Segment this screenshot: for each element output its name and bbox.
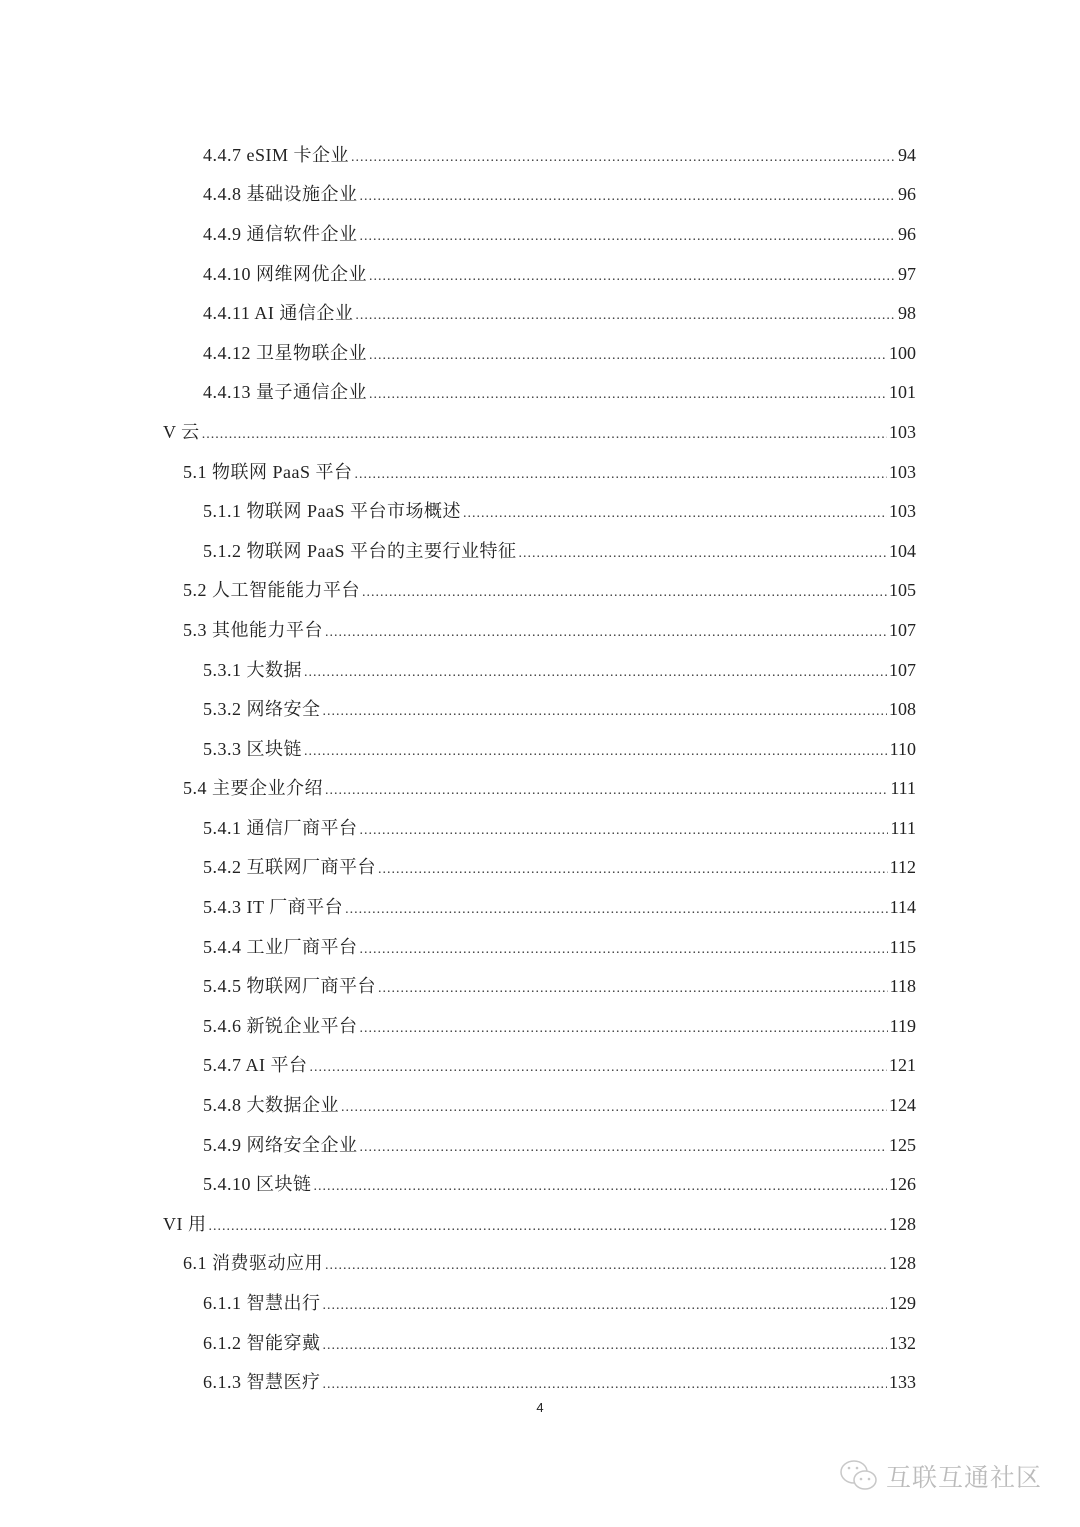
toc-entry-page: 97 [898, 263, 916, 284]
toc-entry-title: 6.1.2 智能穿戴 [203, 1332, 321, 1353]
dot-leader [360, 823, 889, 839]
watermark [838, 1458, 1042, 1494]
dot-leader [310, 1060, 888, 1076]
toc-entry-line [203, 853, 916, 879]
toc-entry-line [183, 616, 916, 642]
dot-leader [369, 269, 896, 285]
toc-entry[interactable] [0, 570, 1080, 610]
toc-entry-title: 5.3 其他能力平台 [183, 619, 323, 640]
dot-leader [463, 506, 887, 522]
toc-entry-title: V 云 [163, 421, 200, 442]
toc-entry-line [203, 893, 916, 919]
toc-entry-line [203, 141, 916, 167]
toc-entry[interactable] [0, 292, 1080, 332]
toc-entry-line [203, 260, 916, 286]
toc-entry-title: 6.1.1 智慧出行 [203, 1293, 321, 1314]
dot-leader [323, 1377, 888, 1393]
toc-entry-page: 107 [889, 619, 916, 640]
toc-entry-page: 96 [898, 223, 916, 244]
toc-entry-page: 124 [889, 1095, 916, 1116]
toc-entry-line [183, 576, 916, 602]
toc-entry-page: 115 [889, 936, 916, 957]
watermark-text: 互联互通社区 [886, 1463, 1043, 1492]
toc-entry-page: 100 [889, 342, 916, 363]
toc-entry-page: 101 [889, 382, 916, 403]
toc-entry-line [163, 418, 916, 444]
toc-entry-page: 110 [889, 738, 916, 759]
toc-entry[interactable] [0, 1361, 1080, 1401]
toc-entry-line [203, 695, 916, 721]
toc-entry-page: 121 [889, 1055, 916, 1076]
toc-entry[interactable] [0, 1282, 1080, 1322]
toc-entry[interactable] [0, 847, 1080, 887]
dot-leader [355, 308, 896, 324]
toc-entry[interactable] [0, 728, 1080, 768]
dot-leader [360, 942, 888, 958]
toc-entry-line [203, 299, 916, 325]
toc-entry-page: 94 [898, 144, 916, 165]
toc-entry-line [203, 220, 916, 246]
toc-entry-page: 103 [889, 461, 916, 482]
toc-entry[interactable] [0, 1243, 1080, 1283]
dot-leader [325, 625, 887, 641]
toc-entry-page: 111 [890, 778, 916, 799]
toc-entry-page: 103 [889, 501, 916, 522]
toc-entry-title: 5.4.10 区块链 [203, 1174, 312, 1195]
toc-entry-line [203, 656, 916, 682]
toc-entry-page: 128 [889, 1213, 916, 1234]
toc-entry-page: 132 [889, 1332, 916, 1353]
toc-entry-title: 5.4.6 新锐企业平台 [203, 1015, 358, 1036]
dot-leader [360, 1021, 888, 1037]
toc-entry-line [203, 378, 916, 404]
toc-entry[interactable] [0, 332, 1080, 372]
toc-entry[interactable] [0, 1005, 1080, 1045]
toc-entry-page: 98 [898, 303, 916, 324]
toc-entry[interactable] [0, 807, 1080, 847]
toc-entry-page: 126 [889, 1174, 916, 1195]
toc-entry-title: 5.1 物联网 PaaS 平台 [183, 461, 353, 482]
toc-entry-line [203, 1131, 916, 1157]
toc-entry-title: 5.4 主要企业介绍 [183, 778, 323, 799]
toc-entry-page: 107 [889, 659, 916, 680]
toc-entry-line [203, 497, 916, 523]
toc-entry[interactable] [0, 451, 1080, 491]
dot-leader [341, 1100, 887, 1116]
dot-leader [323, 704, 888, 720]
toc-entry[interactable] [0, 609, 1080, 649]
dot-leader [209, 1219, 888, 1235]
toc-entry-title: 5.4.3 IT 厂商平台 [203, 897, 344, 918]
toc-entry-page: 103 [889, 421, 916, 442]
toc-entry-page: 133 [889, 1372, 916, 1393]
toc-entry-line [203, 735, 916, 761]
toc-entry-line [203, 1289, 916, 1315]
toc-entry-page: 96 [898, 184, 916, 205]
toc-entry-title: 5.4.2 互联网厂商平台 [203, 857, 376, 878]
toc-entry-line [203, 1170, 916, 1196]
toc-entry[interactable] [0, 174, 1080, 214]
toc-entry-title: 4.4.13 量子通信企业 [203, 382, 367, 403]
toc-entry-page: 111 [890, 817, 916, 838]
toc-entry[interactable] [0, 688, 1080, 728]
toc-entry-title: 4.4.7 eSIM 卡企业 [203, 144, 349, 165]
page-number: 4 [536, 1400, 544, 1415]
toc-entry-title: 6.1.3 智慧医疗 [203, 1372, 321, 1393]
toc-entry[interactable] [0, 530, 1080, 570]
toc-entry-title: 5.1.2 物联网 PaaS 平台的主要行业特征 [203, 540, 517, 561]
toc-entry[interactable] [0, 253, 1080, 293]
toc-entry-page: 125 [889, 1134, 916, 1155]
toc-entry[interactable] [0, 1124, 1080, 1164]
toc-entry[interactable] [0, 411, 1080, 451]
toc-entry-title: 5.4.9 网络安全企业 [203, 1134, 358, 1155]
toc-entry-title: 5.4.4 工业厂商平台 [203, 936, 358, 957]
toc-entry-line [203, 933, 916, 959]
toc-entry-title: 5.3.3 区块链 [203, 738, 302, 759]
toc-entry-line [203, 1368, 916, 1394]
toc-entry[interactable] [0, 134, 1080, 174]
toc-entry-page: 129 [889, 1293, 916, 1314]
toc-entry-page: 128 [889, 1253, 916, 1274]
toc-entry-title: 5.3.2 网络安全 [203, 699, 321, 720]
dot-leader [355, 467, 888, 483]
toc-entry-title: 5.4.5 物联网厂商平台 [203, 976, 376, 997]
toc-entry-title: 5.2 人工智能能力平台 [183, 580, 360, 601]
toc-entry[interactable] [0, 965, 1080, 1005]
toc-entry-title: 5.4.8 大数据企业 [203, 1095, 339, 1116]
dot-leader [314, 1179, 888, 1195]
dot-leader [304, 665, 887, 681]
dot-leader [323, 1338, 888, 1354]
toc-entry-line [203, 1012, 916, 1038]
toc-entry-line [203, 1051, 916, 1077]
dot-leader [362, 585, 887, 601]
toc-entry-line [183, 1249, 916, 1275]
toc-entry-line [203, 339, 916, 365]
dot-leader [378, 981, 888, 997]
toc-entry-page: 118 [889, 976, 916, 997]
dot-leader [519, 546, 888, 562]
toc-entry[interactable] [0, 768, 1080, 808]
toc-entry-title: 4.4.12 卫星物联企业 [203, 342, 367, 363]
toc-entry[interactable] [0, 886, 1080, 926]
toc-entry-line [203, 814, 916, 840]
toc-entry[interactable] [0, 1203, 1080, 1243]
toc-entry-page: 119 [889, 1015, 916, 1036]
toc-entry[interactable] [0, 1045, 1080, 1085]
dot-leader [360, 1140, 888, 1156]
toc-entry-title: 4.4.9 通信软件企业 [203, 223, 358, 244]
toc-entry[interactable] [0, 213, 1080, 253]
dot-leader [369, 387, 887, 403]
toc-entry-title: VI 用 [163, 1213, 207, 1234]
toc-entry-title: 5.4.1 通信厂商平台 [203, 817, 358, 838]
toc-entry-line [203, 537, 916, 563]
toc-entry-line [183, 774, 916, 800]
dot-leader [325, 783, 888, 799]
toc-entry-line [183, 458, 916, 484]
toc-entry-title: 5.4.7 AI 平台 [203, 1055, 308, 1076]
dot-leader [369, 348, 887, 364]
dot-leader [360, 229, 897, 245]
dot-leader [325, 1258, 887, 1274]
toc-entry[interactable] [0, 1084, 1080, 1124]
toc-entry[interactable] [0, 926, 1080, 966]
dot-leader [378, 862, 888, 878]
toc-entry[interactable] [0, 372, 1080, 412]
dot-leader [323, 1298, 888, 1314]
toc-entry[interactable] [0, 1163, 1080, 1203]
toc-entry-line [203, 180, 916, 206]
toc-entry-page: 104 [889, 540, 916, 561]
toc-entry-page: 108 [889, 699, 916, 720]
toc-entry-page: 114 [889, 897, 916, 918]
toc-entry[interactable] [0, 490, 1080, 530]
toc-entry-title: 4.4.11 AI 通信企业 [203, 303, 354, 324]
toc-entry-line [203, 1091, 916, 1117]
toc-entry-line [203, 1329, 916, 1355]
table-of-contents [0, 134, 1080, 1401]
wechat-icon [838, 1458, 880, 1494]
toc-entry-page: 105 [889, 580, 916, 601]
toc-entry[interactable] [0, 1322, 1080, 1362]
dot-leader [304, 744, 888, 760]
toc-entry-title: 4.4.10 网维网优企业 [203, 263, 367, 284]
dot-leader [345, 902, 887, 918]
dot-leader [202, 427, 887, 443]
toc-entry-line [163, 1210, 916, 1236]
toc-entry-title: 5.3.1 大数据 [203, 659, 302, 680]
dot-leader [351, 150, 896, 166]
toc-entry[interactable] [0, 649, 1080, 689]
toc-entry-line [203, 972, 916, 998]
toc-entry-title: 5.1.1 物联网 PaaS 平台市场概述 [203, 501, 461, 522]
toc-entry-title: 4.4.8 基础设施企业 [203, 184, 358, 205]
toc-entry-page: 112 [889, 857, 916, 878]
toc-entry-title: 6.1 消费驱动应用 [183, 1253, 323, 1274]
dot-leader [360, 189, 897, 205]
